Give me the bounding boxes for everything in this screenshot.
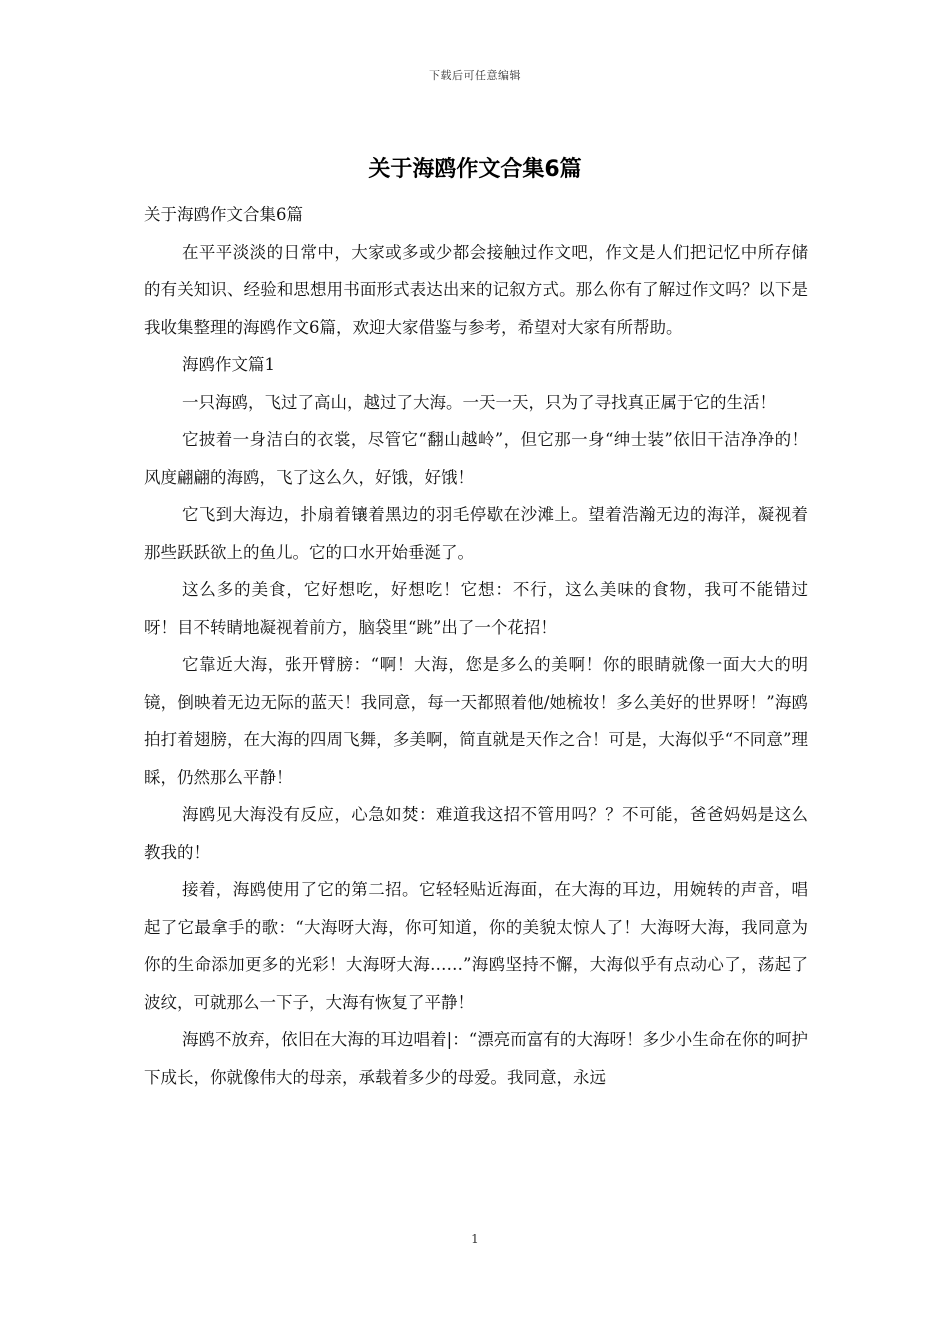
section-heading: 海鸥作文篇1	[181, 355, 275, 374]
paragraph: 它飞到大海边，扑扇着镶着黑边的羽毛停歇在沙滩上。望着浩瀚无边的海洋，凝视着那些跃跃欲上的鱼儿。它的口水开始垂涎了。	[144, 505, 808, 562]
paragraph: 海鸥见大海没有反应，心急如焚：难道我这招不管用吗？？不可能，爸爸妈妈是这么教我的！	[144, 805, 808, 862]
paragraph: 一只海鸥，飞过了高山，越过了大海。一天一天，只为了寻找真正属于它的生活！	[181, 392, 776, 412]
document-body	[144, 196, 808, 1096]
header-note: 下载后可任意编辑	[429, 69, 521, 82]
paragraph: 这么多的美食，它好想吃，好想吃！它想：不行，这么美味的食物，我可不能错过呀！目不转睛地凝视着前方，脑袋里“跳”出了一个花招！	[144, 580, 808, 637]
paragraph: 它靠近大海，张开臂膀：“啊！大海，您是多么的美啊！你的眼睛就像一面大大的明镜，倒映着无边无际的蓝天！我同意，每一天都照着他/她梳妆！多么美好的世界呀！”海鸥拍打着翅膀，在大海的四周飞舞，多美啊，简直就是天作之合！可是，大海似乎“不同意”理睬，仍然那么平静！	[144, 655, 808, 787]
paragraph: 海鸥不放弃，依旧在大海的耳边唱着|：“漂亮而富有的大海呀！多少小生命在你的呵护下成长，你就像伟大的母亲，承载着多少的母爱。我同意，永远	[144, 1030, 808, 1087]
paragraph: 接着，海鸥使用了它的第二招。它轻轻贴近海面，在大海的耳边，用婉转的声音，唱起了它最拿手的歌：“大海呀大海，你可知道，你的美貌太惊人了！大海呀大海，我同意为你的生命添加更多的光彩！大海呀大海……”海鸥坚持不懈，大海似乎有点动心了，荡起了波纹，可就那么一下子，大海有恢复了平静！	[144, 880, 808, 1012]
document-subtitle: 关于海鸥作文合集6篇	[144, 205, 303, 224]
paragraph: 在平平淡淡的日常中，大家或多或少都会接触过作文吧，作文是人们把记忆中所存储的有关知识、经验和思想用书面形式表达出来的记叙方式。那么你有了解过作文吗？以下是我收集整理的海鸥作文6篇，欢迎大家借鉴与参考，希望对大家有所帮助。	[144, 242, 808, 337]
document-title: 关于海鸥作文合集6篇	[368, 157, 582, 182]
page-number: 1	[471, 1232, 479, 1246]
paragraph: 它披着一身洁白的衣裳，尽管它“翻山越岭”，但它那一身“绅士装”依旧干洁净净的！风度翩翩的海鸥，飞了这么久，好饿，好饿！	[144, 430, 808, 487]
